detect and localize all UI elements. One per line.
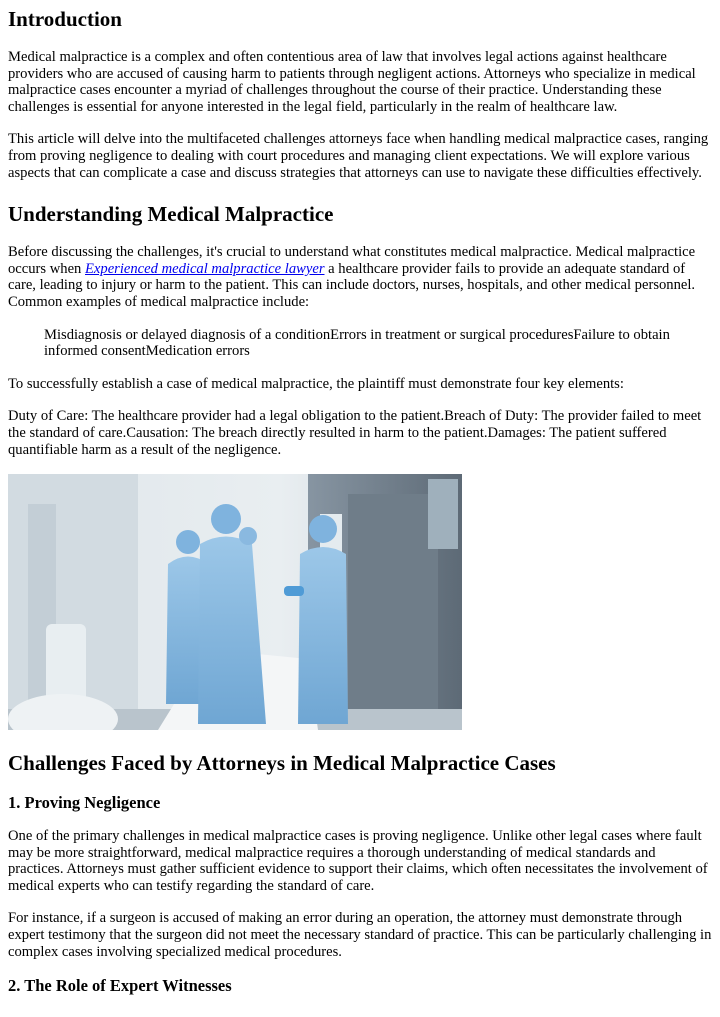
understanding-paragraph-1 bbox=[8, 244, 712, 310]
surgical-team-illustration bbox=[8, 474, 462, 730]
understanding-text-before-link: Before discussing the challenges, it's crucial to understand what constitutes medical malpractice. Medical malpractice occurs when bbox=[8, 244, 696, 277]
proving-negligence-paragraph-2: For instance, if a surgeon is accused of making an error during an operation, the attorney must demonstrate through expert testimony that the surgeon did not meet the necessary standard of practice. This can be particularly challenging in complex cases involving specialized medical procedures. bbox=[8, 910, 712, 960]
four-elements-paragraph: Duty of Care: The healthcare provider had a legal obligation to the patient.Breach of Duty: The provider failed to meet the standard of care.Causation: The breach directly resulted in harm to the patient.Damages: The patient suffered quantifiable harm as a result of the negligence. bbox=[8, 408, 702, 458]
proving-negligence-heading: 1. Proving Negligence bbox=[8, 793, 161, 813]
surgical-team-image bbox=[8, 474, 462, 730]
examples-blockquote: Misdiagnosis or delayed diagnosis of a conditionErrors in treatment or surgical proceduresFailure to obtain informed consentMedication errors bbox=[44, 326, 670, 360]
challenges-heading: Challenges Faced by Attorneys in Medical Malpractice Cases bbox=[8, 751, 556, 776]
intro-paragraph-2: This article will delve into the multifaceted challenges attorneys face when handling medical malpractice cases, ranging from proving negligence to dealing with court procedures and managing client expectations. We will explore various aspects that can complicate a case and discuss strategies that attorneys can use to navigate these difficulties effectively. bbox=[8, 131, 709, 181]
proving-negligence-paragraph-1: One of the primary challenges in medical malpractice cases is proving negligence. Unlike other legal cases where fault may be more straightforward, medical malpractice requires a thorough understanding of medical standards and practices. Attorneys must gather sufficient evidence to support their claims, which often necessitates the involvement of medical experts who can testify regarding the standard of care. bbox=[8, 828, 708, 894]
malpractice-lawyer-link[interactable]: Experienced medical malpractice lawyer bbox=[85, 260, 325, 277]
introduction-heading: Introduction bbox=[8, 7, 122, 31]
understanding-text-after-link: a healthcare provider fails to provide an adequate standard of care, leading to injury or harm to the patient. This can include doctors, nurses, hospitals, and other medical personnel. Common examples of medical malpractice include: bbox=[8, 260, 696, 310]
understanding-heading: Understanding Medical Malpractice bbox=[8, 202, 334, 227]
expert-witnesses-heading: 2. The Role of Expert Witnesses bbox=[8, 976, 232, 996]
understanding-paragraph-2: To successfully establish a case of medical malpractice, the plaintiff must demonstrate four key elements: bbox=[8, 375, 624, 392]
intro-paragraph-1: Medical malpractice is a complex and often contentious area of law that involves legal actions against healthcare providers who are accused of causing harm to patients through negligent actions. Attorneys who specialize in medical malpractice cases encounter a myriad of challenges throughout the course of their practice. Understanding these challenges is essential for anyone interested in the legal field, particularly in the realm of healthcare law. bbox=[8, 49, 696, 115]
